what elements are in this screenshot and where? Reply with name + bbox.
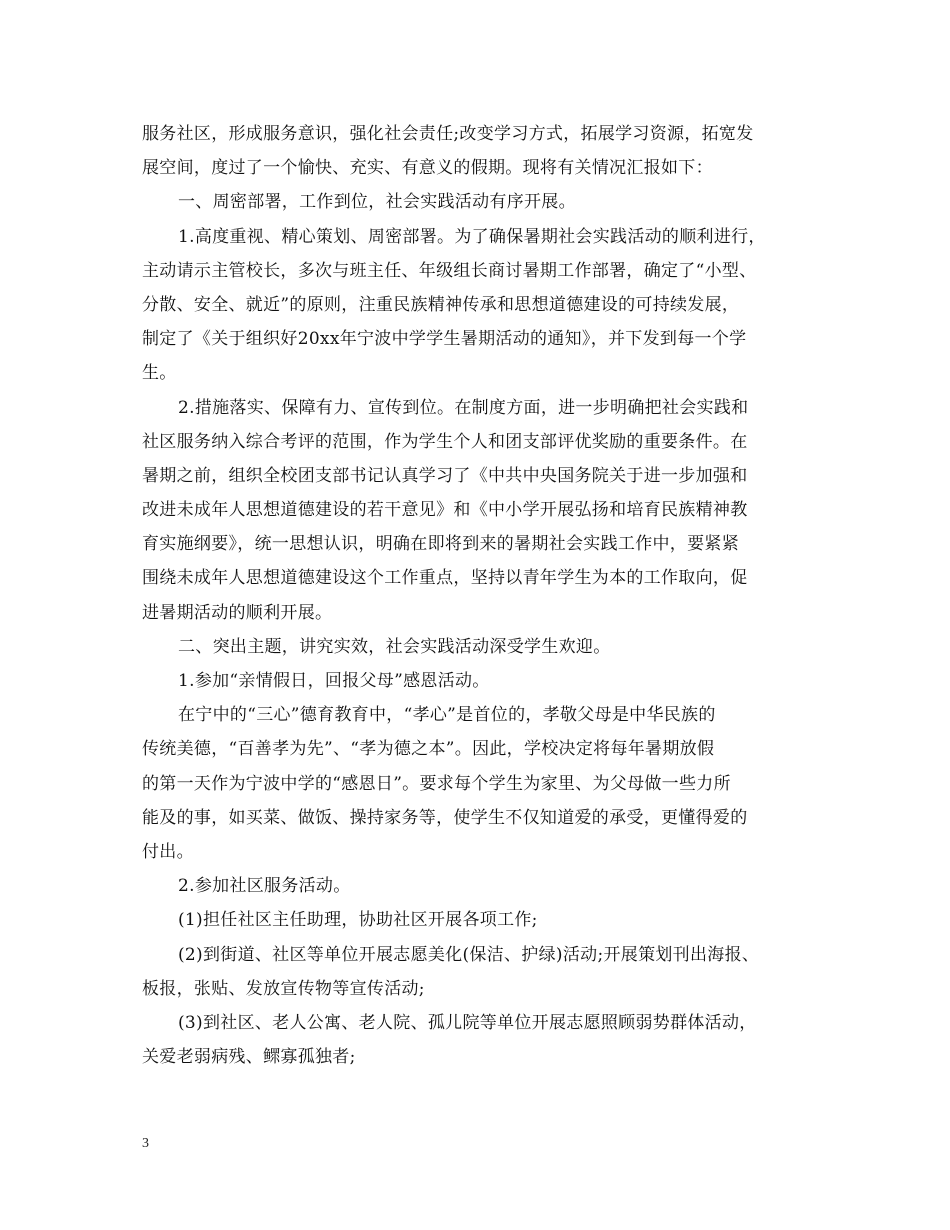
text-line: 1.高度重视、精心策划、周密部署。为了确保暑期社会实践活动的顺利进行， <box>178 226 766 247</box>
text-line: 2.参加社区服务活动。 <box>178 876 351 897</box>
text-line: 的第一天作为宁波中学的“感恩日”。要求每个学生为家里、为父母做一些力所 <box>142 773 731 794</box>
text-line: 围绕未成年人思想道德建设这个工作重点，坚持以青年学生为本的工作取向，促 <box>142 568 748 589</box>
page-number: 3 <box>142 1136 149 1151</box>
text-line: (3)到社区、老人公寓、老人院、孤儿院等单位开展志愿照顾弱势群体活动， <box>178 1012 757 1033</box>
text-line: 服务社区，形成服务意识，强化社会责任;改变学习方式，拓展学习资源，拓宽发 <box>142 124 754 144</box>
text-line: 制定了《关于组织好20xx年宁波中学学生暑期活动的通知》，并下发到每一个学 <box>142 329 747 350</box>
text-line: 社区服务纳入综合考评的范围，作为学生个人和团支部评优奖励的重要条件。在 <box>142 431 748 452</box>
text-line: 能及的事，如买菜、做饭、操持家务等，使学生不仅知道爱的承受，更懂得爱的 <box>142 807 748 828</box>
text-line: 2.措施落实、保障有力、宣传到位。在制度方面，进一步明确把社会实践和 <box>178 397 749 418</box>
text-line: 主动请示主管校长，多次与班主任、年级组长商讨暑期工作部署，确定了“小型、 <box>142 260 757 281</box>
text-line: 生。 <box>142 363 177 384</box>
text-line: 1.参加“亲情假日，回报父母”感恩活动。 <box>178 671 490 691</box>
text-line: 传统美德，“百善孝为先”、“孝为德之本”。因此，学校决定将每年暑期放假 <box>142 739 715 760</box>
text-line: 在宁中的“三心”德育教育中，“孝心”是首位的，孝敬父母是中华民族的 <box>178 705 716 726</box>
document-body <box>142 117 808 1074</box>
text-line: 分散、安全、就近”的原则，注重民族精神传承和思想道德建设的可持续发展， <box>142 294 740 315</box>
text-line: (1)担任社区主任助理，协助社区开展各项工作; <box>178 910 538 931</box>
text-line: 二、突出主题，讲究实效，社会实践活动深受学生欢迎。 <box>178 636 611 657</box>
text-line: (2)到街道、社区等单位开展志愿美化(保洁、护绿)活动;开展策划刊出海报、 <box>178 944 760 965</box>
text-line: 改进未成年人思想道德建设的若干意见》和《中小学开展弘扬和培育民族精神教 <box>142 500 748 521</box>
text-line: 关爱老弱病残、鳏寡孤独者; <box>142 1047 356 1068</box>
text-line: 付出。 <box>142 841 194 862</box>
text-line: 进暑期活动的顺利开展。 <box>142 602 333 623</box>
text-line: 一、周密部署，工作到位，社会实践活动有序开展。 <box>178 192 576 213</box>
text-line: 板报，张贴、发放宣传物等宣传活动; <box>142 978 425 999</box>
text-line: 育实施纲要》，统一思想认识，明确在即将到来的暑期社会实践工作中，要紧紧 <box>142 534 739 555</box>
text-line: 展空间，度过了一个愉快、充实、有意义的假期。现将有关情况汇报如下： <box>142 158 713 179</box>
text-line: 暑期之前，组织全校团支部书记认真学习了《中共中央国务院关于进一步加强和 <box>142 465 748 486</box>
